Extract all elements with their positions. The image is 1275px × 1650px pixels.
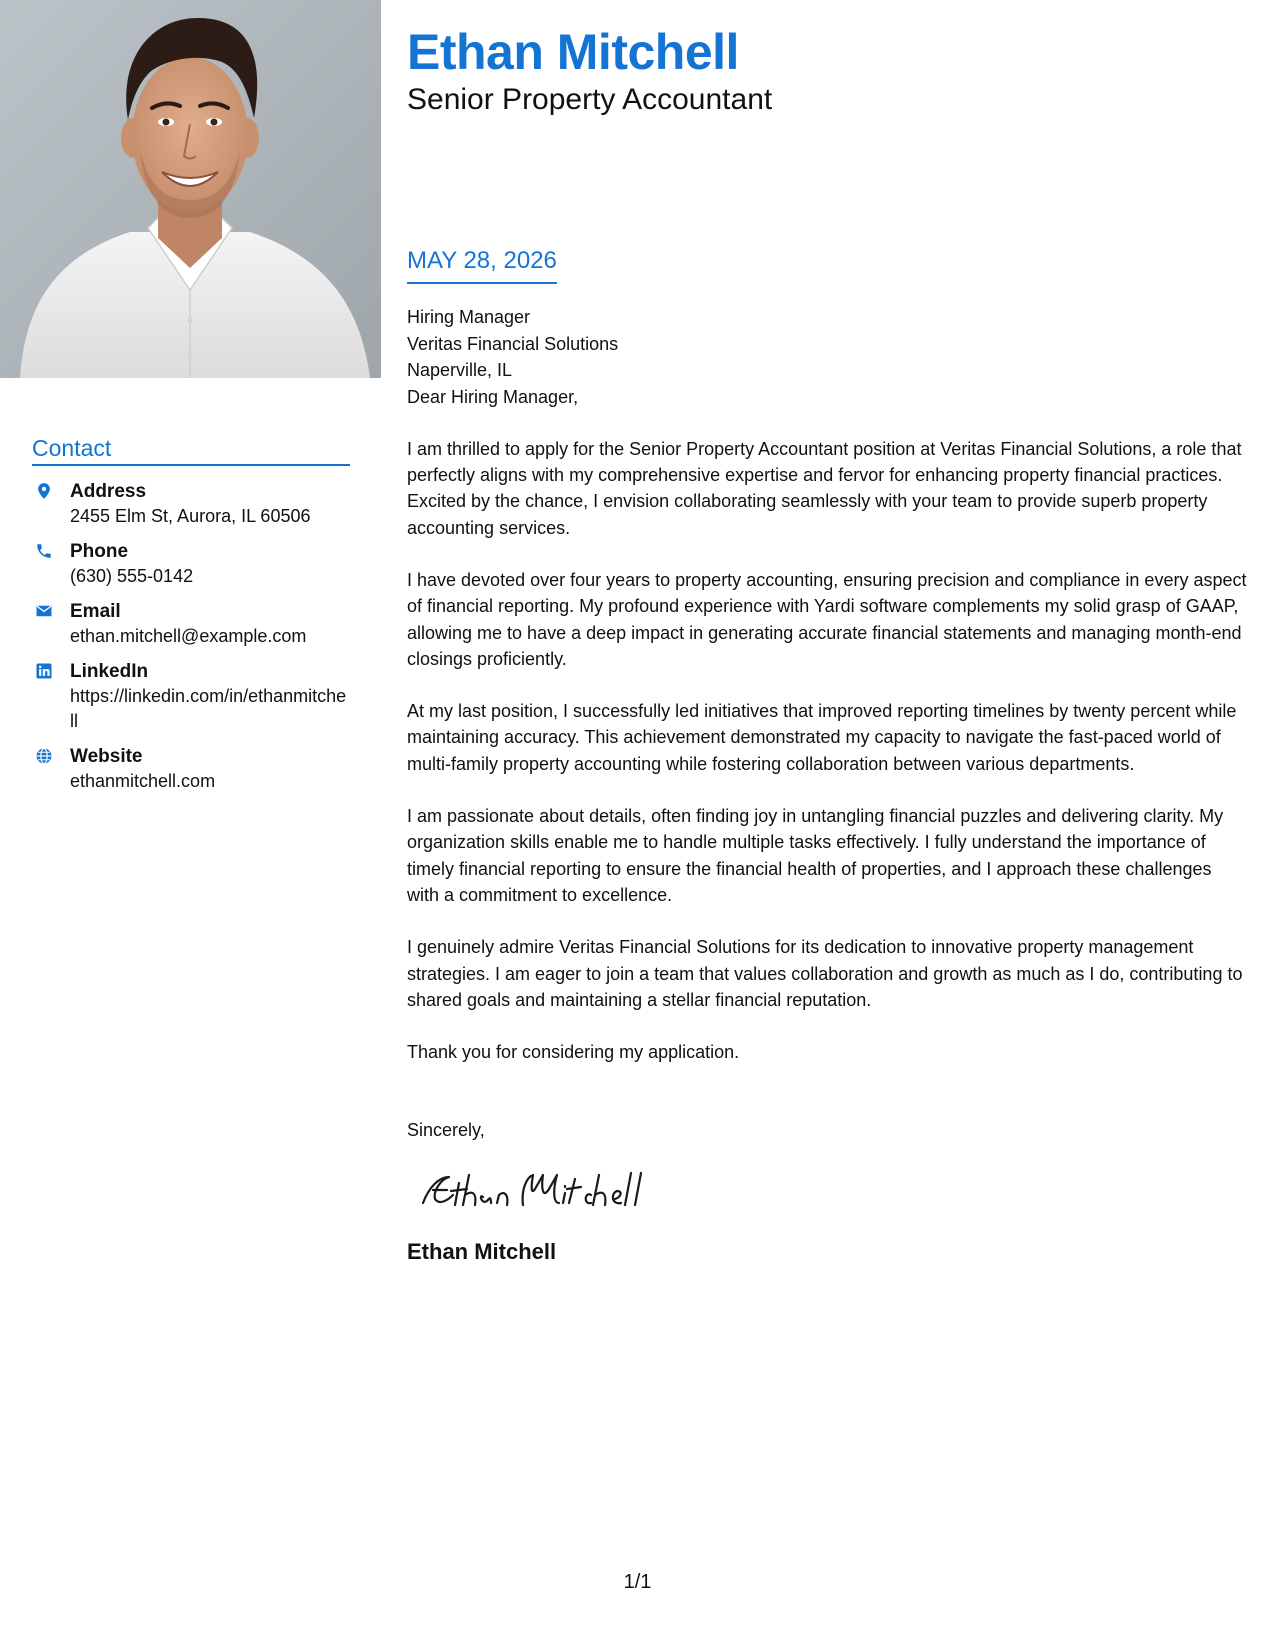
signer-name: Ethan Mitchell <box>407 1239 557 1265</box>
contact-heading: Contact <box>32 434 350 466</box>
contact-item-website <box>32 744 350 794</box>
location-pin-icon <box>35 482 53 500</box>
letter-header <box>407 22 1247 118</box>
letter-date: MAY 28, 2026 <box>407 246 557 284</box>
recipient-block <box>407 304 1247 384</box>
website-value[interactable]: ethanmitchell.com <box>70 771 216 791</box>
recipient-line: Hiring Manager <box>407 307 531 327</box>
globe-icon <box>35 747 53 765</box>
address-value: 2455 Elm St, Aurora, IL 60506 <box>70 506 311 526</box>
phone-label: Phone <box>70 541 129 562</box>
body-paragraph: Thank you for considering my application. <box>407 1042 740 1063</box>
contact-item-linkedin <box>32 659 350 734</box>
address-label: Address <box>70 481 147 502</box>
job-title: Senior Property Accountant <box>407 83 773 116</box>
linkedin-value[interactable]: https://linkedin.com/in/ethanmitchell <box>70 686 347 731</box>
linkedin-label: LinkedIn <box>70 661 149 682</box>
body-paragraph: At my last position, I successfully led initiatives that improved reporting timelines by twenty percent while maintaining accuracy. This achievement demonstrated my capacity to navigate the fast-paced world of multi-family property accounting while fostering collaboration between various departments. <box>407 701 1237 774</box>
body-paragraph: I have devoted over four years to property accounting, ensuring precision and compliance in every aspect of financial reporting. My profound experience with Yardi software complements my solid grasp of GAAP, allowing me to have a deep impact in generating accurate financial statements and managing month-end closings proficiently. <box>407 569 1247 669</box>
contact-sidebar <box>32 434 350 804</box>
page-number: 1/1 <box>623 1571 652 1593</box>
closing: Sincerely, <box>407 1120 485 1141</box>
handwritten-signature <box>419 1165 659 1215</box>
contact-item-phone <box>32 539 350 589</box>
email-value[interactable]: ethan.mitchell@example.com <box>70 626 307 646</box>
profile-photo <box>0 0 381 378</box>
contact-item-email <box>32 599 350 649</box>
body-paragraph: I am thrilled to apply for the Senior Property Accountant position at Veritas Financial Solutions, a role that perfectly aligns with my comprehensive expertise and fervor for enhancing property financial practices. Excited by the chance, I envision collaborating seamlessly with your team to provide superb property accounting services. <box>407 438 1242 538</box>
recipient-line: Veritas Financial Solutions <box>407 333 619 354</box>
body-paragraph: I genuinely admire Veritas Financial Solutions for its dedication to innovative property management strategies. I am eager to join a team that values collaboration and growth as much as I do, contributing to shared goals and maintaining a stellar financial reputation. <box>407 937 1243 1010</box>
website-label: Website <box>70 746 143 767</box>
phone-icon <box>35 542 53 560</box>
linkedin-icon <box>35 662 53 680</box>
envelope-icon <box>35 602 53 620</box>
contact-list <box>32 479 350 794</box>
letter-body <box>407 246 1247 1266</box>
applicant-name: Ethan Mitchell <box>407 24 739 80</box>
email-label: Email <box>70 601 121 622</box>
phone-value: (630) 555-0142 <box>70 566 194 586</box>
body-paragraph: I am passionate about details, often finding joy in untangling financial puzzles and delivering clarity. My organization skills enable me to handle multiple tasks effectively. I fully understand the importance of timely financial reporting to ensure the financial health of properties, and I approach these challenges with a commitment to excellence. <box>407 806 1224 905</box>
recipient-line: Naperville, IL <box>407 360 513 380</box>
greeting: Dear Hiring Manager, <box>407 386 579 407</box>
contact-item-address <box>32 479 350 529</box>
